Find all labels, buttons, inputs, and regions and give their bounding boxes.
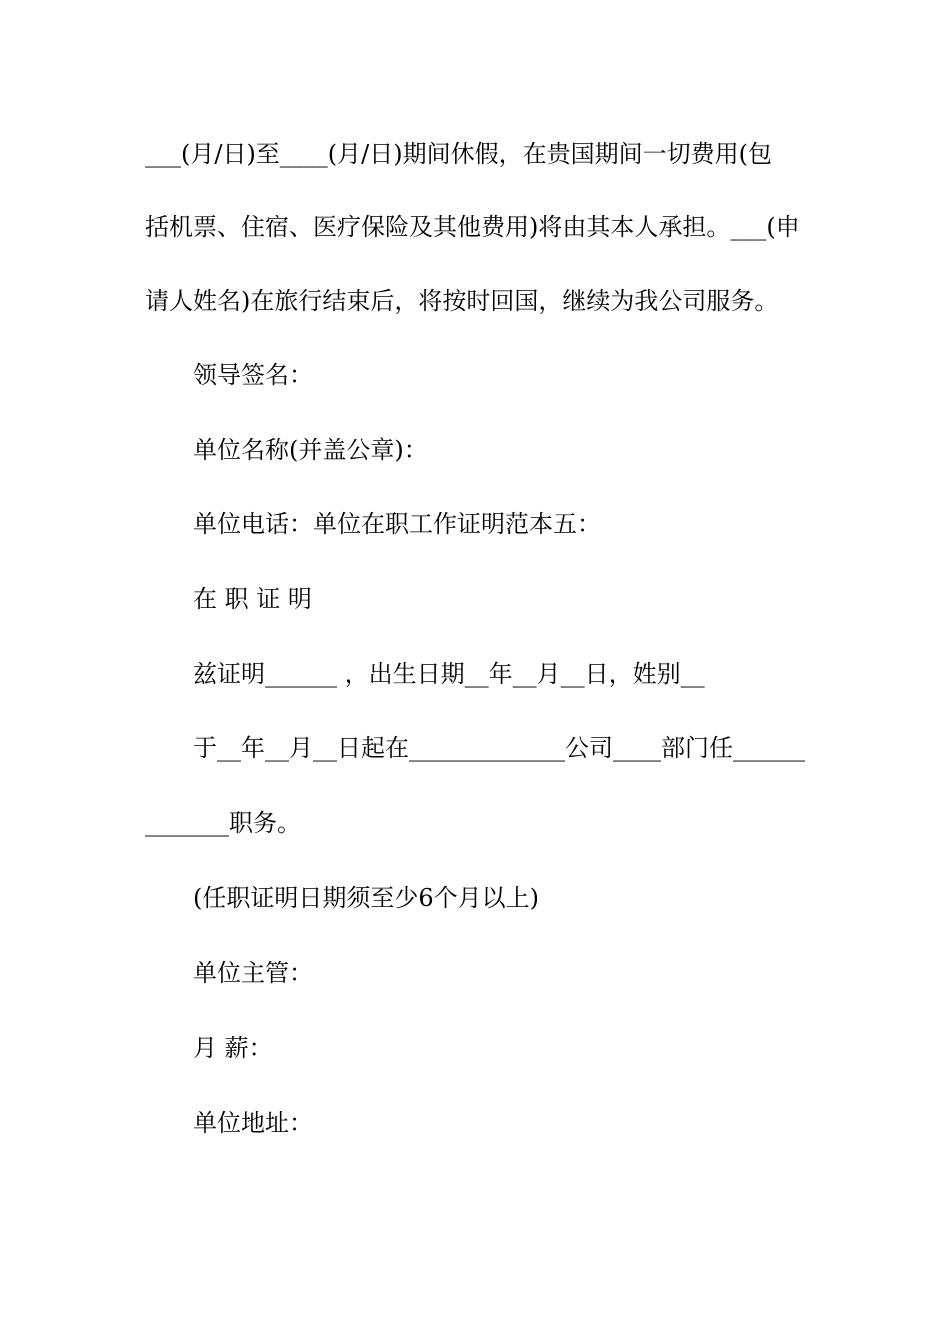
certificate-line: _______职务。 — [145, 809, 301, 837]
salary-label: 月 薪： — [193, 1034, 273, 1062]
certificate-line: 于__年__月__日起在_____________公司____部门任______ — [193, 734, 805, 762]
address-label: 单位地址： — [193, 1109, 313, 1137]
unit-phone-label: 单位电话：单位在职工作证明范本五： — [193, 510, 601, 538]
paragraph-line: 括机票、住宿、医疗保险及其他费用)将由其本人承担。___(申 — [145, 213, 800, 241]
note-line: (任职证明日期须至少6个月以上) — [193, 884, 539, 912]
paragraph-line: 请人姓名)在旅行结束后，将按时回国，继续为我公司服务。 — [145, 287, 779, 315]
leader-signature-label: 领导签名： — [193, 361, 313, 389]
unit-name-label: 单位名称(并盖公章)： — [193, 436, 428, 464]
certificate-title: 在 职 证 明 — [193, 585, 312, 613]
supervisor-label: 单位主管： — [193, 959, 313, 987]
paragraph-line: ___(月/日)至____(月/日)期间休假，在贵国期间一切费用(包 — [145, 140, 772, 168]
certificate-line: 兹证明______ ，出生日期__年__月__日，姓别__ — [193, 660, 705, 688]
